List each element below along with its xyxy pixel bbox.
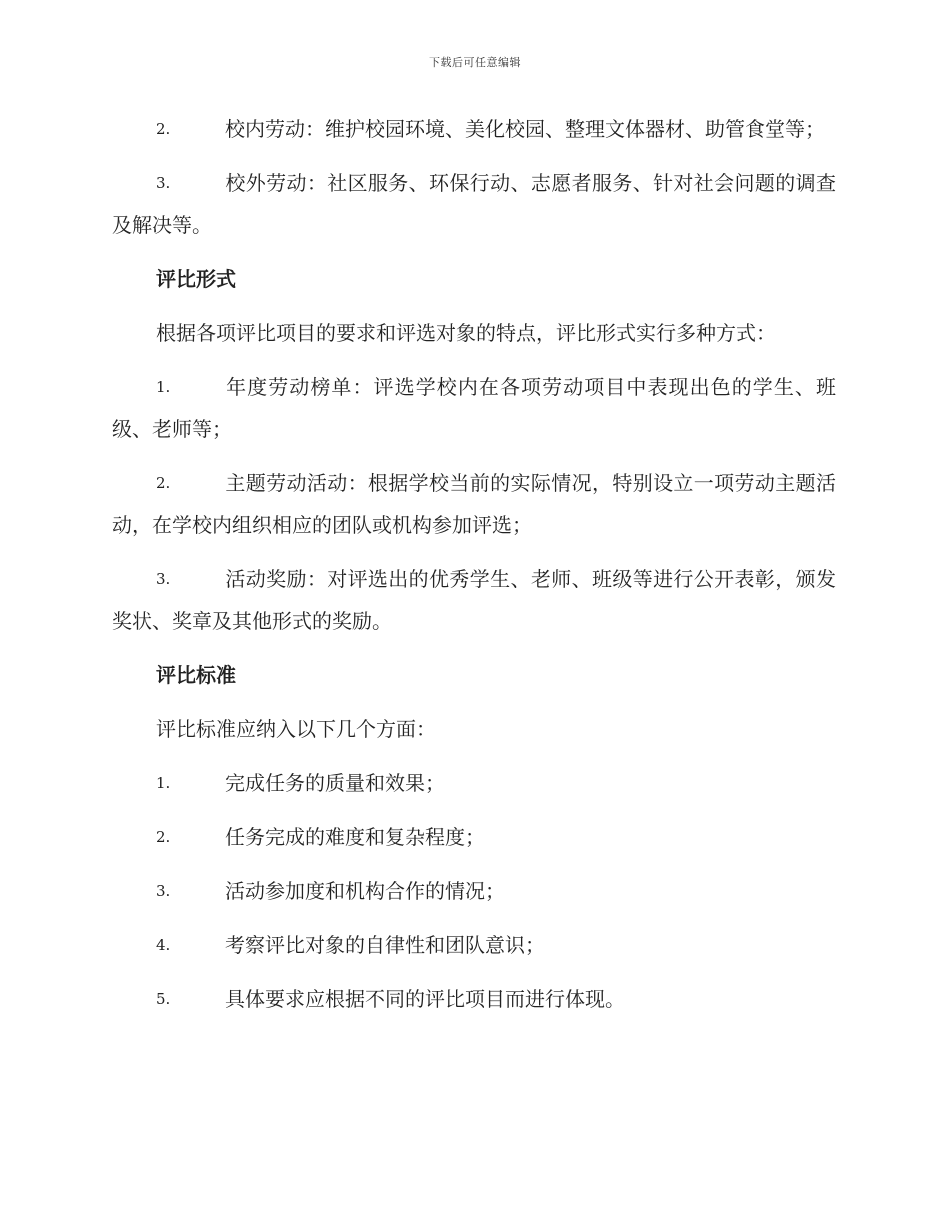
list-number: 2.: [156, 474, 171, 492]
list-item-text: 活动参加度和机构合作的情况；: [225, 879, 505, 903]
list-item: [112, 108, 836, 150]
list-number: 2.: [156, 828, 171, 846]
list-item: [112, 816, 836, 858]
list-number: 1.: [156, 774, 171, 792]
list-item: [112, 762, 836, 804]
list-number: 3.: [156, 882, 171, 900]
list-number: 2.: [156, 120, 171, 138]
list-item: [112, 162, 836, 246]
section-heading-standard: 评比标准: [156, 663, 236, 687]
section-intro-form: 根据各项评比项目的要求和评选对象的特点，评比形式实行多种方式：: [156, 321, 776, 345]
page-header: 下载后可任意编辑: [429, 56, 521, 69]
section-heading-form: 评比形式: [156, 267, 236, 291]
list-item: [112, 558, 836, 642]
list-item-text: 完成任务的质量和效果；: [225, 771, 445, 795]
list-number: 5.: [156, 990, 171, 1008]
list-item: [112, 462, 836, 546]
list-item-text: 主题劳动活动：根据学校当前的实际情况，特别设立一项劳动主题活动，在学校内组织相应的团队或机构参加评选；: [112, 471, 836, 537]
list-item-text: 年度劳动榜单：评选学校内在各项劳动项目中表现出色的学生、班级、老师等；: [112, 375, 836, 441]
list-item: [112, 978, 836, 1020]
list-item-text: 具体要求应根据不同的评比项目而进行体现。: [225, 987, 625, 1011]
list-item-text: 校内劳动：维护校园环境、美化校园、整理文体器材、助管食堂等；: [225, 117, 825, 141]
list-number: 3.: [156, 570, 171, 588]
list-number: 1.: [156, 378, 171, 396]
list-item-text: 考察评比对象的自律性和团队意识；: [225, 933, 545, 957]
list-number: 4.: [156, 936, 171, 954]
list-number: 3.: [156, 174, 171, 192]
list-item: [112, 924, 836, 966]
document-body: [112, 108, 836, 1032]
list-item-text: 活动奖励：对评选出的优秀学生、老师、班级等进行公开表彰，颁发奖状、奖章及其他形式的奖励。: [112, 567, 836, 633]
list-item: [112, 366, 836, 450]
list-item-text: 任务完成的难度和复杂程度；: [225, 825, 485, 849]
list-item-text: 校外劳动：社区服务、环保行动、志愿者服务、针对社会问题的调查及解决等。: [112, 171, 836, 237]
list-item: [112, 870, 836, 912]
section-intro-standard: 评比标准应纳入以下几个方面：: [156, 717, 436, 741]
